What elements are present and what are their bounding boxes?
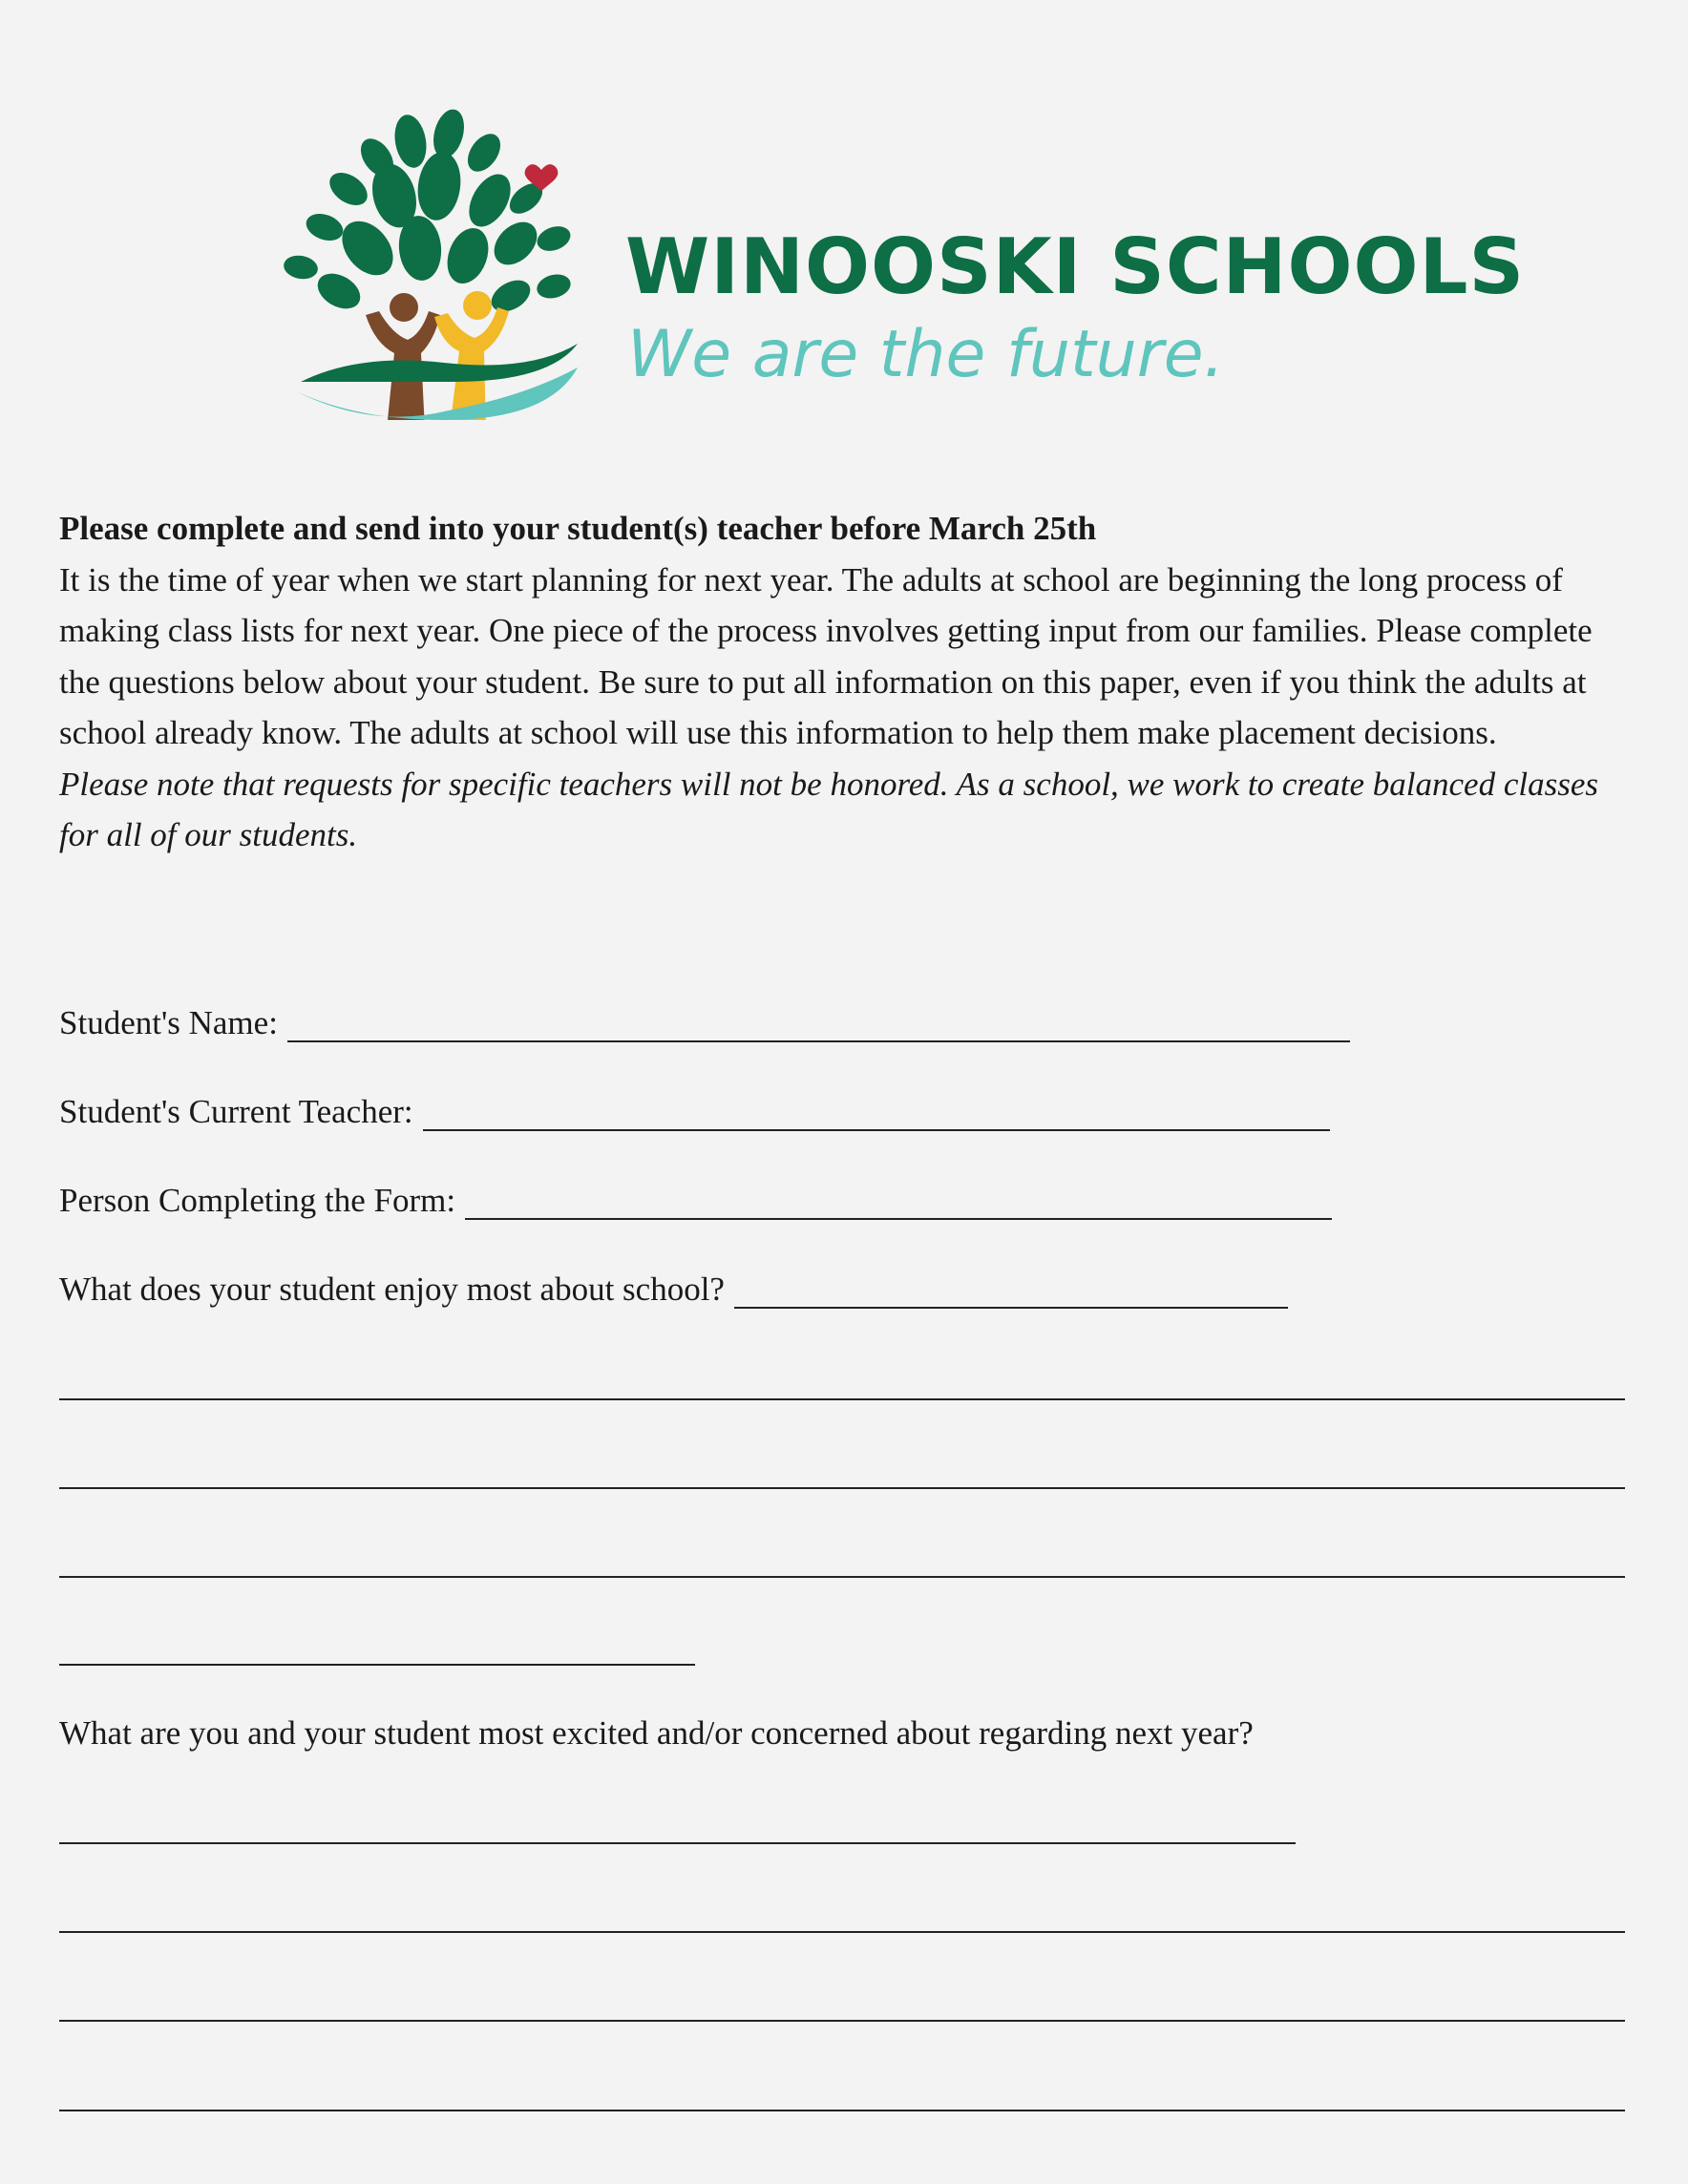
- excited-question-label: What are you and your student most excited and/or concerned about regarding next year?: [59, 1714, 1254, 1752]
- excited-answer-line[interactable]: [59, 2020, 1625, 2022]
- enjoy-question-label: What does your student enjoy most about school?: [59, 1270, 725, 1308]
- student-name-field: [59, 1004, 1350, 1042]
- current-teacher-label: Student's Current Teacher:: [59, 1093, 413, 1130]
- current-teacher-field: [59, 1093, 1330, 1131]
- enjoy-question-field: [59, 1270, 1288, 1309]
- student-name-label: Student's Name:: [59, 1004, 278, 1041]
- enjoy-answer-line[interactable]: [59, 1398, 1625, 1400]
- student-name-blank[interactable]: [287, 1012, 1350, 1042]
- enjoy-answer-line[interactable]: [59, 1576, 1625, 1578]
- excited-answer-line[interactable]: [59, 2110, 1625, 2111]
- current-teacher-blank[interactable]: [423, 1101, 1330, 1131]
- intro-paragraph: It is the time of year when we start planning for next year. The adults at school are beginning the long process of making class lists for next year. One piece of the process involves getting input from our families. Please complete the questions below about your student. Be sure to put all information on this paper, even if you think the adults at school already know. The adults at school will use this information to help them make placement decisions.: [59, 560, 1593, 751]
- enjoy-answer-line[interactable]: [59, 1487, 1625, 1489]
- teacher-request-note: Please note that requests for specific teachers will not be honored. As a school, we work to create balanced classes for all of our students.: [59, 765, 1598, 853]
- instructions-heading: Please complete and send into your student(s) teacher before March 25th: [59, 510, 1097, 547]
- intro-section: [59, 503, 1635, 861]
- excited-answer-line[interactable]: [59, 1931, 1625, 1933]
- school-tagline: We are the future.: [627, 317, 1225, 392]
- tree-logo-icon: [282, 105, 587, 420]
- school-logo: [282, 105, 1526, 420]
- enjoy-question-blank[interactable]: [734, 1278, 1288, 1309]
- excited-question-field: [59, 1714, 1254, 1753]
- person-completing-blank[interactable]: [465, 1189, 1332, 1220]
- enjoy-answer-line[interactable]: [59, 1664, 695, 1666]
- school-name: WINOOSKI SCHOOLS: [625, 222, 1526, 311]
- person-completing-label: Person Completing the Form:: [59, 1182, 456, 1219]
- excited-answer-line[interactable]: [59, 1842, 1296, 1844]
- person-completing-field: [59, 1182, 1332, 1220]
